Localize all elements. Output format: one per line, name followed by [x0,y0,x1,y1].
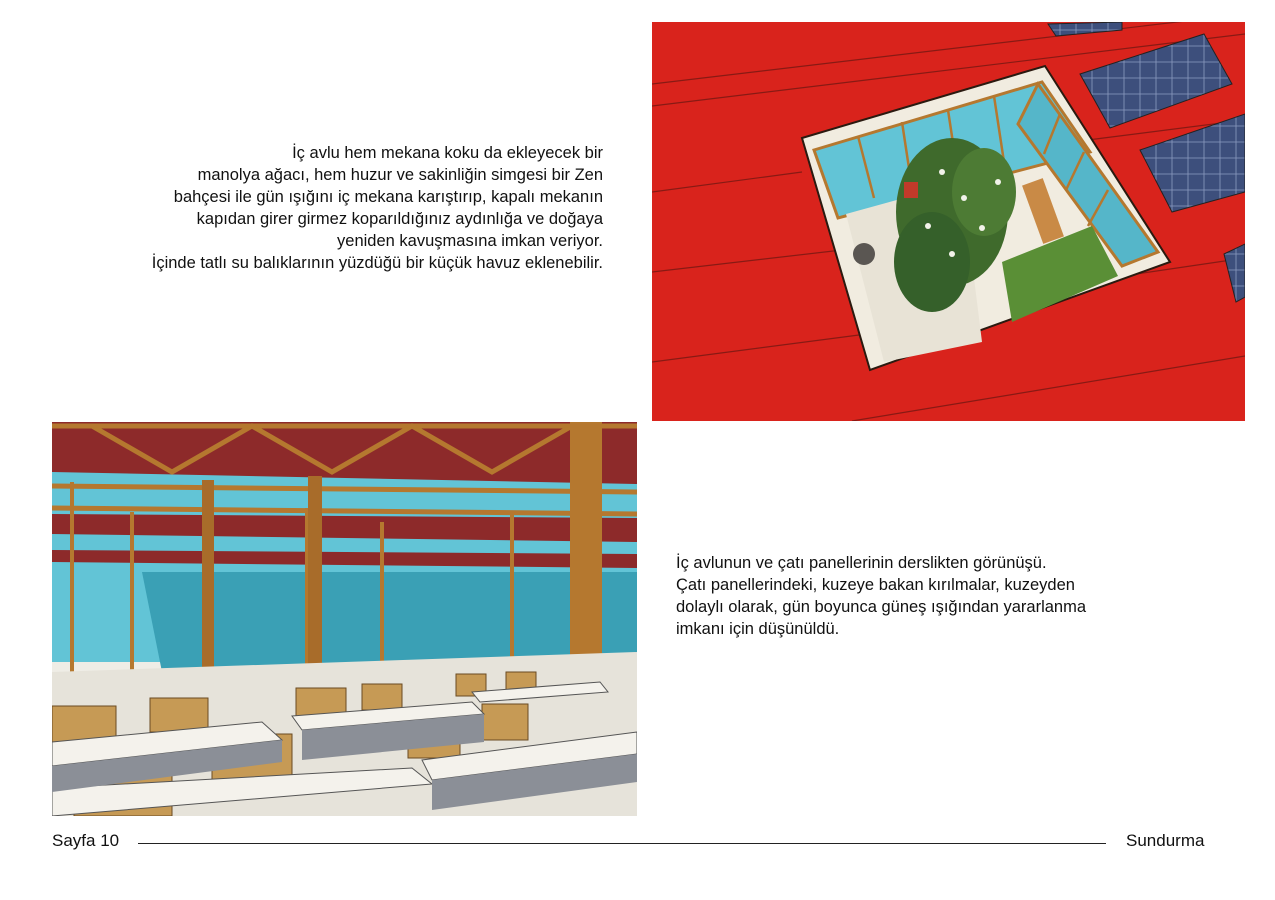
caption-line: dolaylı olarak, gün boyunca güneş ışığından yararlanma [676,598,1087,616]
courtyard-description-line: bahçesi ile gün ışığını iç mekana karıştırıp, kapalı mekanın [173,188,603,206]
caption-line: Çatı panellerindeki, kuzeye bakan kırılmalar, kuzeyden [676,576,1075,594]
caption-line: İç avlunun ve çatı panellerinin derslikten görünüşü. [676,554,1047,572]
courtyard-description-line: manolya ağacı, hem huzur ve sakinliğin simgesi bir Zen [197,166,603,184]
classroom-view-caption [676,552,1216,640]
document-title: Sundurma [1126,831,1205,850]
courtyard-description-line: yeniden kavuşmasına imkan veriyor. [337,232,603,250]
caption-line: imkanı için düşünüldü. [676,620,840,638]
classroom-interior-render [52,422,637,816]
footer-divider [138,843,1106,844]
roof-courtyard-render [652,22,1245,421]
courtyard-description-line: İç avlu hem mekana koku da ekleyecek bir [292,144,603,162]
courtyard-description-line: İçinde tatlı su balıklarının yüzdüğü bir küçük havuz eklenebilir. [151,254,603,272]
courtyard-description [100,142,603,274]
courtyard-description-line: kapıdan girer girmez koparıldığınız aydınlığa ve doğaya [196,210,603,228]
page-number: Sayfa 10 [52,831,120,850]
